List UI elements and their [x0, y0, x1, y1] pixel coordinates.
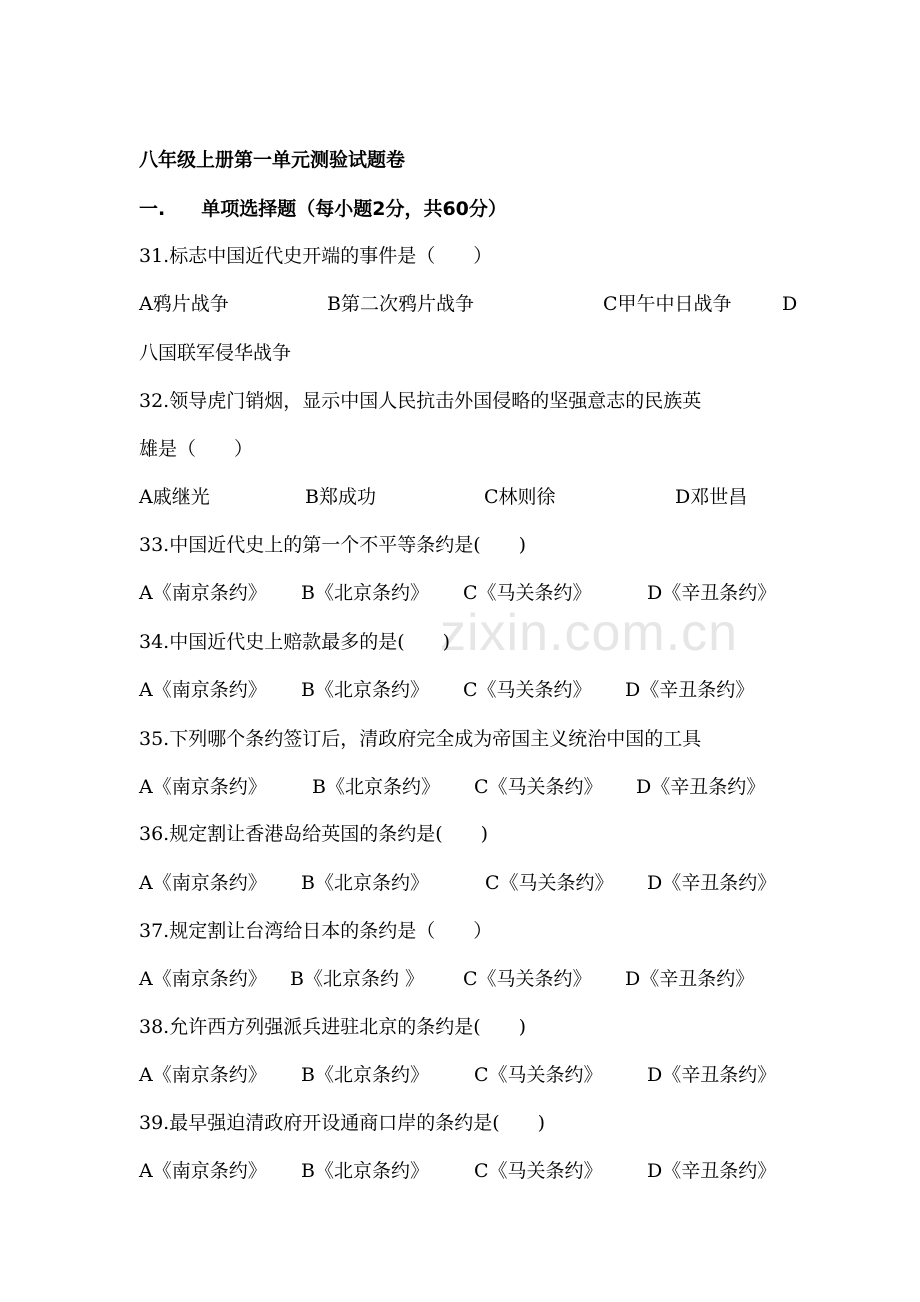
section-title: 单项选择题（每小题2分，共60分）	[201, 198, 507, 220]
option-d: D《辛丑条约》	[625, 679, 755, 701]
option-c: C甲午中日战争	[603, 293, 732, 315]
option-b: B《北京条约》	[301, 1160, 429, 1182]
option-a: A《南京条约》	[139, 1064, 267, 1086]
option-a: A戚继光	[139, 486, 210, 508]
question-stem-36: 36.规定割让香港岛给英国的条约是( )	[139, 823, 489, 845]
option-c: C林则徐	[484, 486, 556, 508]
option-c: C《马关条约》	[474, 1064, 603, 1086]
question-stem-32: 32.领导虎门销烟，显示中国人民抗击外国侵略的坚强意志的民族英	[139, 390, 702, 412]
option-c: C《马关条约》	[463, 968, 592, 990]
option-b: B《北京条约》	[301, 679, 429, 701]
option-a: A《南京条约》	[139, 968, 267, 990]
option-d: D《辛丑条约》	[647, 1160, 777, 1182]
question-stem-31: 31.标志中国近代史开端的事件是（ ）	[139, 245, 493, 267]
watermark: zixin.com.cn	[440, 604, 739, 662]
option-a: A《南京条约》	[139, 872, 267, 894]
option-b: B《北京条约》	[301, 872, 429, 894]
option-d: D《辛丑条约》	[636, 776, 766, 798]
option-d: D《辛丑条约》	[647, 872, 777, 894]
option-b: B《北京条约》	[312, 776, 440, 798]
option-d: D《辛丑条约》	[625, 968, 755, 990]
option-d: D邓世昌	[675, 486, 748, 508]
option-c: C《马关条约》	[485, 872, 614, 894]
option-b: B《北京条约》	[301, 582, 429, 604]
option-c: C《马关条约》	[463, 582, 592, 604]
option-d: D	[782, 293, 798, 315]
option-c: C《马关条约》	[474, 1160, 603, 1182]
option-a: A鸦片战争	[139, 293, 229, 315]
option-b: B《北京条约》	[301, 1064, 429, 1086]
option-a: A《南京条约》	[139, 1160, 267, 1182]
option-a: A《南京条约》	[139, 679, 267, 701]
question-stem-39: 39.最早强迫清政府开设通商口岸的条约是( )	[139, 1112, 546, 1134]
option-d: D《辛丑条约》	[647, 1064, 777, 1086]
option-c: C《马关条约》	[474, 776, 603, 798]
option-c: C《马关条约》	[463, 679, 592, 701]
question-stem-35: 35.下列哪个条约签订后，清政府完全成为帝国主义统治中国的工具	[139, 728, 702, 750]
question-stem-38: 38.允许西方列强派兵进驻北京的条约是( )	[139, 1016, 527, 1038]
option-a: A《南京条约》	[139, 776, 267, 798]
option-b: B郑成功	[305, 486, 376, 508]
section-number: 一.	[139, 198, 166, 220]
option-d: D《辛丑条约》	[647, 582, 777, 604]
question-stem-34: 34.中国近代史上赔款最多的是( )	[139, 631, 451, 653]
option-d-continuation: 八国联军侵华战争	[139, 342, 292, 364]
option-a: A《南京条约》	[139, 582, 267, 604]
question-stem-37: 37.规定割让台湾给日本的条约是（ ）	[139, 920, 493, 942]
section-heading	[139, 197, 507, 221]
question-stem-33: 33.中国近代史上的第一个不平等条约是( )	[139, 534, 527, 556]
question-stem-32-cont: 雄是（ ）	[139, 438, 254, 460]
option-b: B《北京条约 》	[290, 968, 425, 990]
option-b: B第二次鸦片战争	[327, 293, 474, 315]
page-title: 八年级上册第一单元测验试题卷	[139, 149, 406, 171]
